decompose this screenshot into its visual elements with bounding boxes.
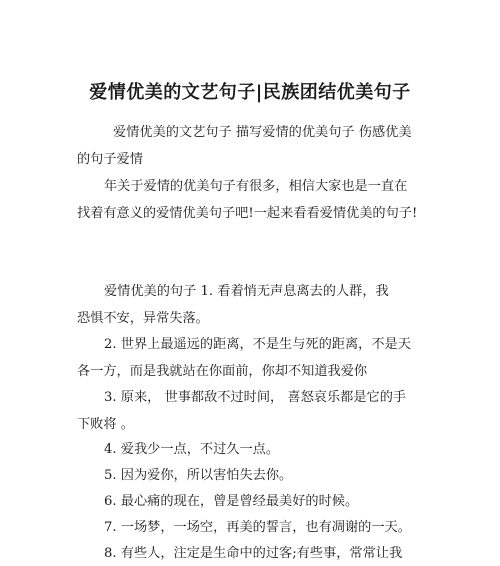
paragraph-line: 下败将 。 — [77, 417, 134, 432]
paragraph-line: 的句子爱情 — [77, 152, 143, 167]
paragraph-line: 7. 一场梦，一场空，再美的誓言，也有凋谢的一天。 — [104, 520, 411, 535]
paragraph-line: 爱情优美的句子 1. 看着悄无声息离去的人群，我 — [104, 284, 389, 299]
paragraph-line: 6. 最心痛的现在，曾是曾经最美好的时候。 — [104, 494, 359, 509]
document-title: 爱情优美的文艺句子|民族团结优美句子 — [89, 82, 411, 103]
paragraph-line: 恐惧不安，异常失落。 — [77, 311, 209, 326]
paragraph-line: 爱情优美的文艺句子 描写爱情的优美句子 伤感优美 — [113, 125, 412, 140]
paragraph-line: 4. 爱我少一点，不过久一点。 — [104, 442, 280, 457]
paragraph-line: 找着有意义的爱情优美句子吧!一起来看看爱情优美的句子! — [77, 206, 418, 221]
paragraph-line: 5. 因为爱你，所以害怕失去你。 — [104, 468, 293, 483]
paragraph-line: 各一方，而是我就站在你面前，你却不知道我爱你 — [77, 364, 368, 379]
paragraph-line: 3. 原来， 世事都敌不过时间， 喜怒哀乐都是它的手 — [104, 390, 407, 405]
paragraph-line: 2. 世界上最遥远的距离，不是生与死的距离，不是天 — [104, 337, 411, 352]
paragraph-line: 年关于爱情的优美句子有很多，相信大家也是一直在 — [104, 179, 408, 194]
paragraph-line: 8. 有些人，注定是生命中的过客;有些事，常常让我 — [104, 546, 403, 561]
